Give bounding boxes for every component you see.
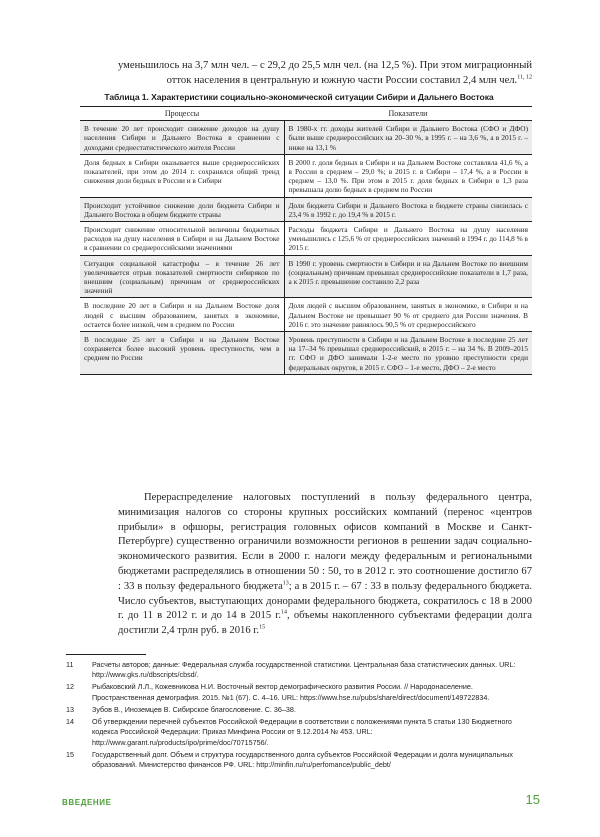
indicator-cell: Расходы бюджета Сибири и Дальнего Востока на душу населения уменьшились с 125,6 % от среднероссийских значений в 1994 г. до 114,8 % в 2015 г. bbox=[284, 222, 532, 256]
body-paragraph bbox=[118, 491, 532, 639]
body-text-part-3: , объемы накопленного субъектами федерации долга достигли 2,4 трлн руб. в 2016 г. bbox=[118, 610, 532, 637]
table-row bbox=[80, 332, 532, 375]
table-row bbox=[80, 255, 532, 298]
process-cell: Доля бедных в Сибири оказывается выше среднероссийских показателей, при этом до 2014 г. сохранялся общий тренд снижения доли бедных в России и в Сибири bbox=[80, 154, 284, 197]
table-row bbox=[80, 197, 532, 221]
page-number: 15 bbox=[525, 792, 540, 807]
footnote-number: 14 bbox=[66, 716, 74, 726]
footnote bbox=[66, 705, 532, 715]
indicator-cell: В 1990 г. уровень смертности в Сибири и на Дальнем Востоке по внешним (социальным) причинам превышал среднероссийские показатели в 1,7 раза, а к 2015 г. превышение составило 2,2 раза bbox=[284, 255, 532, 298]
footer-section-title: ВВЕДЕНИЕ bbox=[62, 798, 112, 807]
table-caption: Таблица 1. Характеристики социально-экономической ситуации Сибири и Дальнего Востока bbox=[104, 92, 494, 102]
process-cell: В последние 25 лет в Сибири и на Дальнем Востоке сохраняется более высокий уровень преступности, чем в среднем по России bbox=[80, 332, 284, 375]
footnote bbox=[66, 750, 532, 771]
footnote-ref-14: 14 bbox=[281, 609, 288, 616]
header-processes: Процессы bbox=[80, 107, 284, 121]
footnote-text: Зубов В., Иноземцев В. Сибирское благословение. С. 36–38. bbox=[92, 704, 296, 714]
header-indicators: Показатели bbox=[284, 107, 532, 121]
process-cell: В последние 20 лет в Сибири и на Дальнем Востоке доля людей с высшим образованием, занятых в экономике, остается более низкой, чем в среднем по России bbox=[80, 298, 284, 332]
process-cell: Происходит снижение относительной величины бюджетных расходов на душу населения в Сибири и на Дальнем Востоке в сравнении со среднероссийскими значениями bbox=[80, 222, 284, 256]
footnote-ref-15: 15 bbox=[259, 624, 266, 631]
footnote-text: Об утверждении перечней субъектов Российской Федерации в соответствии с положениями пункта 5 статьи 130 Бюджетного кодекса Российской Федерации: Приказ Минфина России от 9.12.2014 № 453. URL: http://www.garant.ru/products/ipo/prime/doc/70715756/. bbox=[92, 716, 512, 747]
footnote bbox=[66, 660, 532, 681]
footnote-text: Расчеты авторов; данные: Федеральная служба государственной статистики. Центральная база статистических данных. URL: http://www.gks.ru/dbscripts/cbsd/. bbox=[92, 660, 516, 680]
table-header-row bbox=[80, 107, 532, 121]
footnote bbox=[66, 682, 532, 703]
body-text-part-2: ; а в 2015 г. – 67 : 33 в пользу федерального бюджета. Число субъектов, выступающих донорами федерального бюджета, сократилось с 18 в 2000 г. до 11 в 2012 г. и до 14 в 2015 г. bbox=[118, 580, 532, 622]
indicator-cell: Доля бюджета Сибири и Дальнего Востока в бюджете страны снизилась с 23,4 % в 1992 г. до 19,4 % в 2015 г. bbox=[284, 197, 532, 221]
table-row bbox=[80, 121, 532, 155]
intro-footnote-ref: 11, 12 bbox=[517, 74, 532, 81]
table-row bbox=[80, 298, 532, 332]
footnote-number: 12 bbox=[66, 682, 74, 692]
table-row bbox=[80, 222, 532, 256]
process-cell: Происходит устойчивое снижение доли бюджета Сибири и Дальнего Востока в общем бюджете страны bbox=[80, 197, 284, 221]
footnote bbox=[66, 717, 532, 748]
process-cell: В течение 20 лет происходит снижение доходов на душу населения Сибири и Дальнего Востока в сравнении с доходами среднестатистического жителя России bbox=[80, 121, 284, 155]
process-cell: Ситуация социальной катастрофы – в течение 26 лет увеличивается отрыв показателей смертности сибиряков по внешним (социальным) причинам от среднероссийских значений bbox=[80, 255, 284, 298]
body-text-part-1: Перераспределение налоговых поступлений в пользу федерального центра, минимизация налогов со стороны крупных российских компаний (перенос «центров прибыли» в офшоры, регистрация головных офисов компаний в Москве и Санкт-Петербурге) существенно ограничили возможности регионов в решении задач социально-экономического развития. Если в 2000 г. налоги между федеральным и региональными бюджетами распределялись в отношении 50 : 50, то в 2012 г. это соотношение достигло 67 : 33 в пользу федерального бюджета bbox=[118, 492, 532, 592]
footnote-text: Государственный долг. Объем и структура государственного долга субъектов Российской Федерации и долга муниципальных образований. Министерство финансов РФ. URL: http://minfin.ru/ru/perfomance/public_debt/ bbox=[92, 749, 513, 770]
characteristics-table bbox=[80, 106, 532, 375]
footnote-divider bbox=[66, 654, 146, 655]
footnote-ref-13: 13 bbox=[282, 580, 289, 587]
intro-paragraph bbox=[118, 58, 532, 88]
indicator-cell: В 2000 г. доля бедных в Сибири и на Дальнем Востоке составляла 41,6 %, а в России в среднем – 29,0 %; в 2015 г. в Сибири – 17,4 %, а в России в среднем – 13,0 %. При этом в 2015 г. доля бедных в Сибири в 1,3 раза превышала долю бедных в среднем по России bbox=[284, 154, 532, 197]
footnotes bbox=[66, 660, 532, 772]
footnote-text: Рыбаковский Л.Л., Кожевникова Н.И. Восточный вектор демографического развития России. // Народонаселение. Пространственная демография. 2015. №1 (67). С. 4–16. URL: https://www.hse.ru/pubs/share/direct/document/149722834. bbox=[92, 682, 490, 702]
intro-text: уменьшилось на 3,7 млн чел. – с 29,2 до 25,5 млн чел. (на 12,5 %). При этом миграционный отток населения в центральную и южную части России составил 2,4 млн чел. bbox=[118, 60, 532, 86]
footnote-number: 15 bbox=[66, 749, 74, 759]
indicator-cell: Уровень преступности в Сибири и на Дальнем Востоке в последние 25 лет на 17–34 % превышал среднероссийский, в 2015 г. – на 34 %. В 2009–2015 гг. СФО и ДФО занимали 1-2-е место по уровню преступности среди федеральных округов, в 2015 г. СФО – 1-е место, ДФО – 2-е место bbox=[284, 332, 532, 375]
footnote-number: 13 bbox=[66, 704, 74, 714]
indicator-cell: Доля людей с высшим образованием, занятых в экономике, в Сибири и на Дальнем Востоке не превышает 90 % от среднего для России значения. В 2016 г. это значение равнялось 90,5 % от среднероссийского bbox=[284, 298, 532, 332]
footnote-number: 11 bbox=[66, 660, 74, 669]
indicator-cell: В 1980-х гг. доходы жителей Сибири и Дальнего Востока (СФО и ДФО) были выше среднероссийских на 20–30 %, в 1995 г. – на 3,6 %, а в 2015 г. – ниже на 13,1 % bbox=[284, 121, 532, 155]
table-row bbox=[80, 154, 532, 197]
